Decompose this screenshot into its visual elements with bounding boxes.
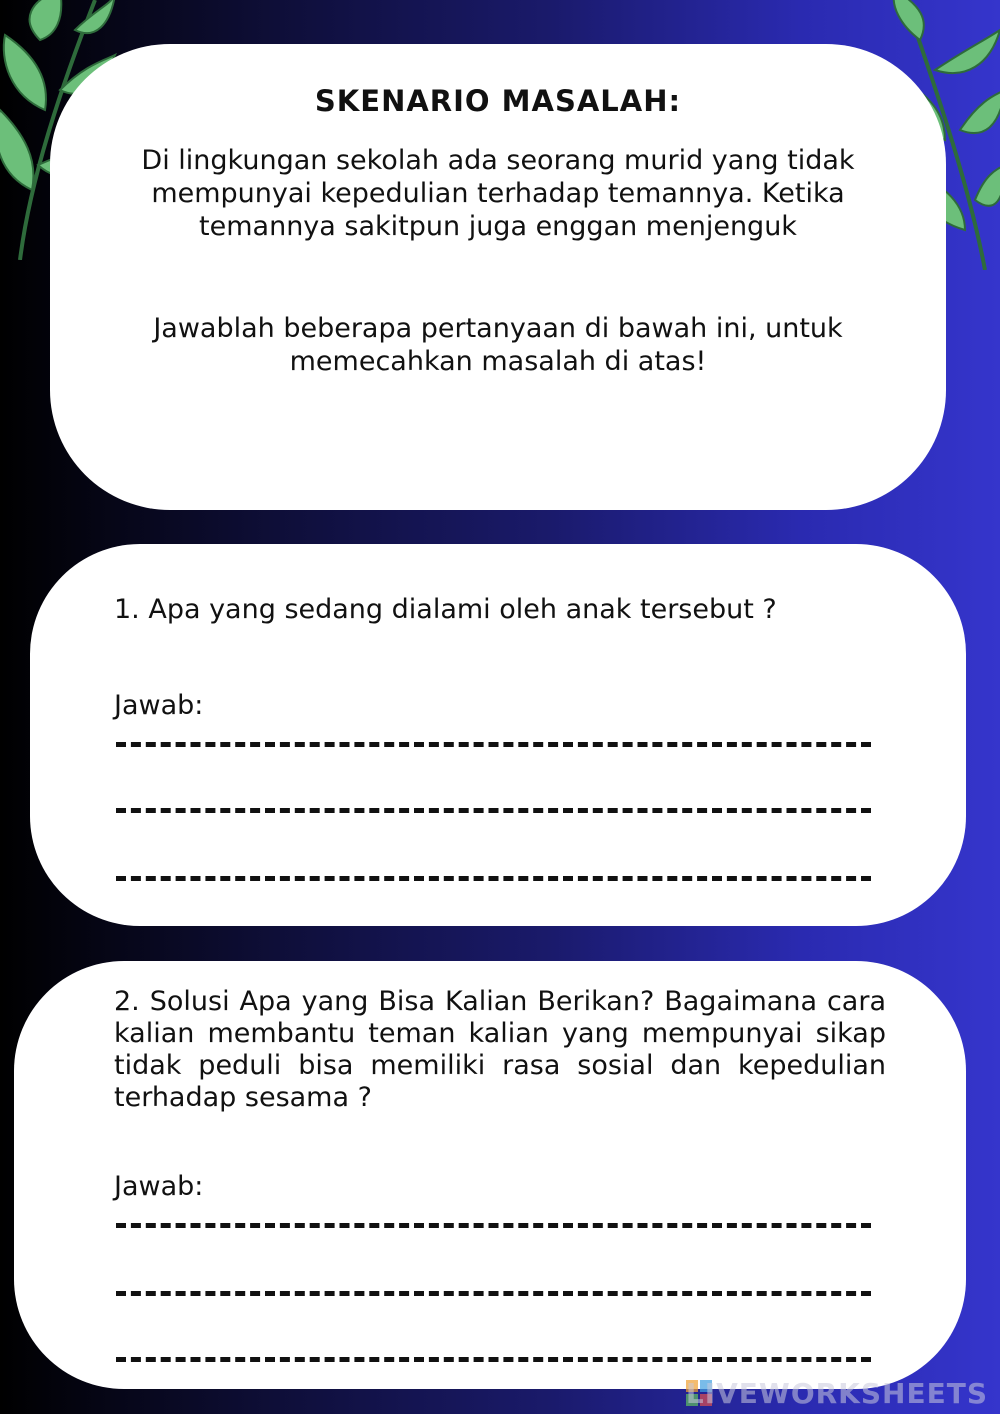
answer-line	[116, 808, 871, 813]
question-2-text: 2. Solusi Apa yang Bisa Kalian Berikan? Bagaimana cara kalian membantu teman kalian yang mempunyai sikap tidak peduli bisa memiliki rasa sosial dan kepedulian terhadap sesama ?	[114, 986, 886, 1113]
scenario-card	[50, 44, 946, 510]
question-2-answer-input-1[interactable]	[116, 1183, 875, 1225]
scenario-title: SKENARIO MASALAH:	[314, 84, 682, 118]
question-2-card	[14, 961, 966, 1389]
question-1-text: 1. Apa yang sedang dialami oleh anak tersebut ?	[114, 594, 777, 625]
question-2-answer-label: Jawab:	[114, 1171, 204, 1202]
answer-line	[116, 876, 871, 881]
question-1-answer-label: Jawab:	[114, 690, 204, 721]
answer-line	[116, 1357, 871, 1362]
question-2-answer-input-2[interactable]	[116, 1251, 875, 1293]
answer-line	[116, 1223, 871, 1228]
scenario-text: Di lingkungan sekolah ada seorang murid yang tidak mempunyai kepedulian terhadap temannya. Ketika temannya sakitpun juga enggan menjenguk	[141, 145, 855, 242]
answer-line	[116, 742, 871, 747]
question-1-answer-input-1[interactable]	[116, 702, 875, 744]
question-2-answer-input-3[interactable]	[116, 1317, 875, 1359]
question-1-card	[30, 544, 966, 926]
question-1-answer-input-3[interactable]	[116, 836, 875, 878]
instruction-text: Jawablah beberapa pertanyaan di bawah ini, untuk memecahkan masalah di atas!	[153, 313, 843, 377]
watermark: LIVEWORKSHEETS	[685, 1377, 988, 1410]
question-1-answer-input-2[interactable]	[116, 768, 875, 810]
answer-line	[116, 1291, 871, 1296]
